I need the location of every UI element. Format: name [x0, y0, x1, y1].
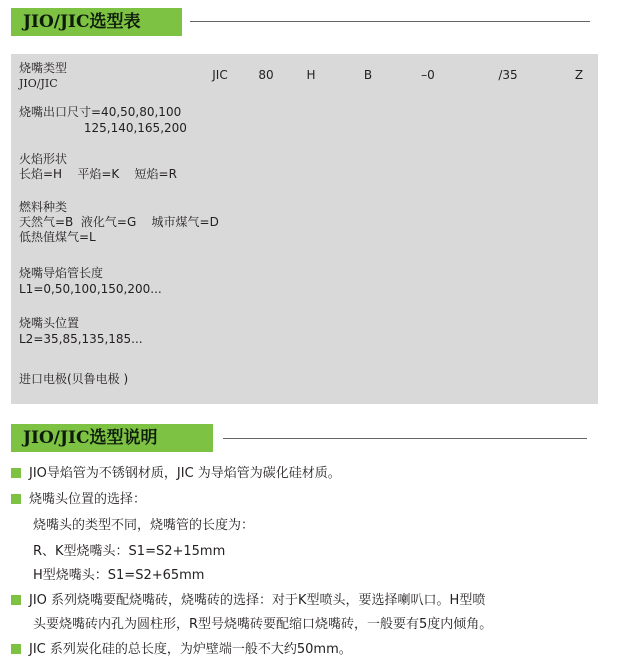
section-divider-line-2	[223, 438, 587, 439]
col-bg-Z	[562, 54, 598, 404]
green-square-bullet-icon	[11, 494, 21, 504]
section-divider-line	[190, 21, 590, 22]
note-line-5: H型烧嘴头：S1=S2+65mm	[33, 568, 205, 583]
note-line-7: 头要烧嘴砖内孔为圆柱形，R型号烧嘴砖要配缩口烧嘴砖，一般要有5度内倾角。	[33, 617, 493, 632]
green-square-bullet-icon	[11, 644, 21, 654]
label-tube-length: 烧嘴导焰管长度	[19, 266, 104, 280]
label-fuel-type: 燃料种类	[19, 200, 68, 214]
label-head-position-values: L2=35,85,135,185...	[19, 332, 143, 346]
section-title-selection-notes: JIO/JIC选型说明	[11, 424, 213, 452]
label-flame-shape: 火焰形状	[19, 152, 68, 166]
note-line-2: 烧嘴头位置的选择：	[11, 492, 146, 508]
row-bg-tube-length	[11, 256, 452, 306]
code-fuel-type: B	[363, 68, 373, 82]
note-line-8: JIC 系列炭化硅的总长度，为炉壁端一般不大约50mm。	[11, 642, 352, 658]
label-outlet-size: 烧嘴出口尺寸=40,50,80,100	[19, 105, 182, 119]
label-flame-shape-values: 长焰=H 平焰=K 短焰=R	[19, 167, 177, 181]
green-square-bullet-icon	[11, 468, 21, 478]
label-outlet-size-cont: 125,140,165,200	[19, 121, 187, 135]
row-bg-outlet-size	[11, 96, 290, 144]
label-fuel-type-values: 天然气=B 液化气=G 城市煤气=D	[19, 215, 219, 229]
label-burner-type-value: JIO/JIC	[19, 77, 58, 90]
code-tube-length: –0	[421, 68, 435, 82]
note-line-6: JIO 系列烧嘴要配烧嘴砖，烧嘴砖的选择：对于K型喷头，要选择喇叭口。H型喷	[11, 593, 485, 609]
green-square-bullet-icon	[11, 595, 21, 605]
label-burner-type: 烧嘴类型	[19, 61, 68, 75]
code-outlet-size: 80	[258, 68, 274, 82]
code-head-position: /35	[498, 68, 518, 82]
label-head-position: 烧嘴头位置	[19, 316, 80, 330]
note-line-3: 烧嘴头的类型不同，烧嘴管的长度为：	[33, 518, 255, 533]
section-title-selection-table: JIO/JIC选型表	[11, 8, 182, 36]
code-series: JIC	[212, 68, 228, 82]
label-electrode: 进口电极(贝鲁电极 )	[19, 372, 129, 386]
label-tube-length-values: L1=0,50,100,150,200...	[19, 282, 162, 296]
note-line-4: R、K型烧嘴头：S1=S2+15mm	[33, 544, 226, 559]
label-fuel-type-values-2: 低热值煤气=L	[19, 230, 96, 244]
code-electrode: Z	[574, 68, 584, 82]
code-flame-shape: H	[306, 68, 316, 82]
note-line-1: JIO导焰管为不锈钢材质，JIC 为导焰管为碳化硅材质。	[11, 466, 341, 482]
